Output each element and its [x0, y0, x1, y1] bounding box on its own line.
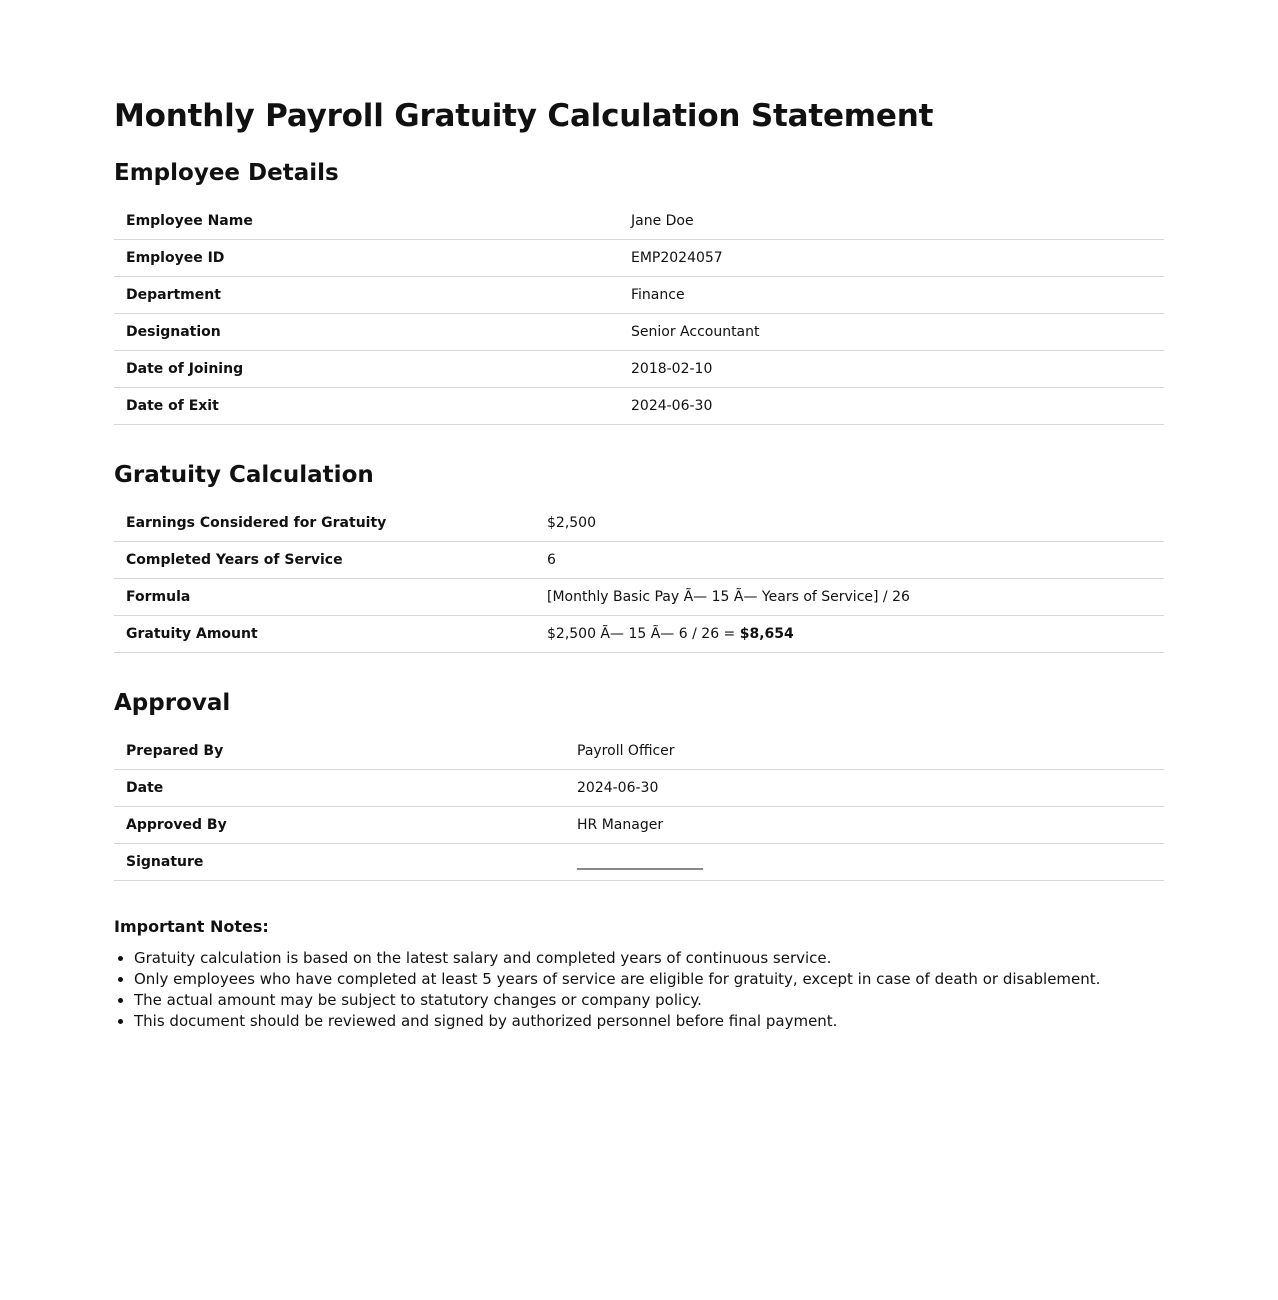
- row-label: Date of Exit: [114, 388, 619, 425]
- row-label: Completed Years of Service: [114, 542, 535, 579]
- formula-value: [Monthly Basic Pay Ã— 15 Ã— Years of Service] / 26: [535, 579, 1164, 616]
- table-row: [114, 807, 1164, 844]
- row-label: Date: [114, 770, 565, 807]
- notes-list: [114, 948, 1164, 1032]
- row-value: 2024-06-30: [565, 770, 1164, 807]
- row-value: Finance: [619, 277, 1164, 314]
- table-row: [114, 733, 1164, 770]
- table-row: [114, 314, 1164, 351]
- row-label: Gratuity Amount: [114, 616, 535, 653]
- signature-line: __________________: [565, 844, 1164, 881]
- row-label: Signature: [114, 844, 565, 881]
- table-row: [114, 770, 1164, 807]
- table-row: [114, 388, 1164, 425]
- gratuity-calculation-section: [114, 460, 1164, 653]
- list-item: • This document should be reviewed and signed by authorized personnel before final payment.: [134, 1011, 1164, 1032]
- notes-heading: Important Notes:: [114, 917, 269, 936]
- table-row: [114, 351, 1164, 388]
- row-label: Designation: [114, 314, 619, 351]
- statement-page: [114, 0, 1164, 1032]
- row-value: $2,500: [535, 505, 1164, 542]
- approval-table: [114, 733, 1164, 881]
- gratuity-amount-total: $8,654: [739, 626, 794, 642]
- approval-section: [114, 688, 1164, 881]
- table-row: [114, 542, 1164, 579]
- row-label: Prepared By: [114, 733, 565, 770]
- row-label: Formula: [114, 579, 535, 616]
- row-value: 2018-02-10: [619, 351, 1164, 388]
- table-row: [114, 277, 1164, 314]
- list-item: • Only employees who have completed at least 5 years of service are eligible for gratuity, except in case of death or disablement.: [134, 969, 1164, 990]
- employee-details-heading: Employee Details: [114, 160, 339, 186]
- row-value: HR Manager: [565, 807, 1164, 844]
- employee-details-table: [114, 203, 1164, 425]
- gratuity-calculation-table: [114, 505, 1164, 653]
- employee-details-section: [114, 158, 1164, 425]
- table-row: [114, 505, 1164, 542]
- gratuity-expression: $2,500 Ã— 15 Ã— 6 / 26 =: [547, 626, 740, 642]
- row-value: Senior Accountant: [619, 314, 1164, 351]
- list-item: • Gratuity calculation is based on the latest salary and completed years of continuous service.: [134, 948, 1164, 969]
- row-value: 2024-06-30: [619, 388, 1164, 425]
- list-item: • The actual amount may be subject to statutory changes or company policy.: [134, 990, 1164, 1011]
- row-value: 6: [535, 542, 1164, 579]
- table-row: [114, 240, 1164, 277]
- approval-heading: Approval: [114, 690, 231, 716]
- table-row: [114, 579, 1164, 616]
- row-label: Employee Name: [114, 203, 619, 240]
- row-label: Employee ID: [114, 240, 619, 277]
- row-value: EMP2024057: [619, 240, 1164, 277]
- row-value: Jane Doe: [619, 203, 1164, 240]
- page-title: Monthly Payroll Gratuity Calculation Statement: [114, 98, 934, 134]
- table-row: [114, 616, 1164, 653]
- gratuity-calculation-heading: Gratuity Calculation: [114, 462, 374, 488]
- row-label: Earnings Considered for Gratuity: [114, 505, 535, 542]
- gratuity-amount-cell: [535, 616, 1164, 653]
- row-value: Payroll Officer: [565, 733, 1164, 770]
- notes-section: [114, 916, 1164, 1032]
- row-label: Date of Joining: [114, 351, 619, 388]
- table-row: [114, 203, 1164, 240]
- row-label: Approved By: [114, 807, 565, 844]
- table-row: [114, 844, 1164, 881]
- row-label: Department: [114, 277, 619, 314]
